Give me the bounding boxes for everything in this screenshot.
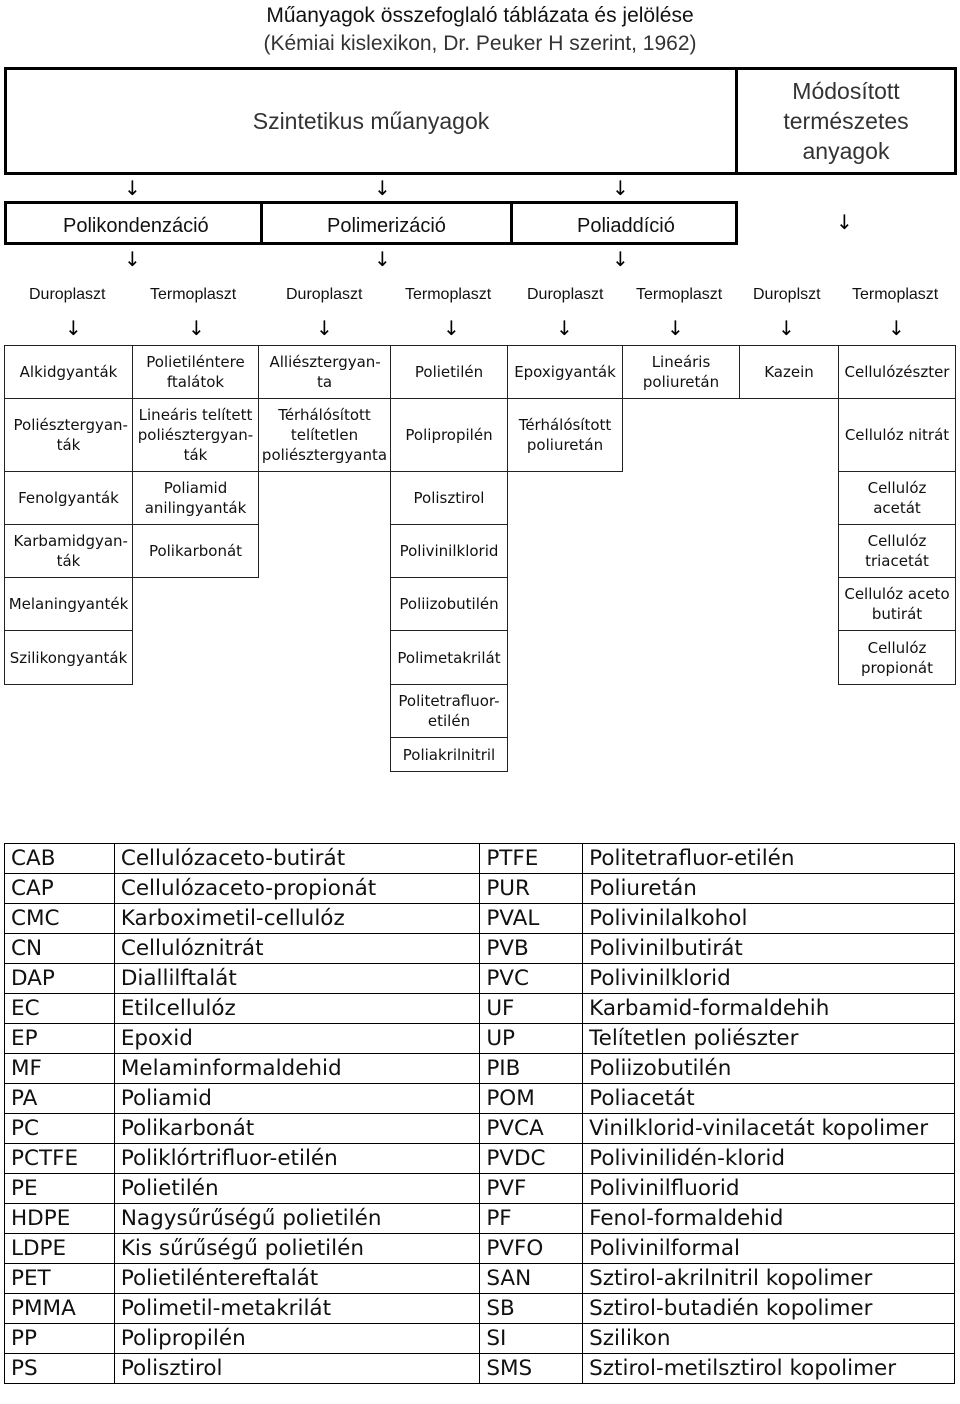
abbreviation-code: SB [480, 1294, 583, 1324]
abbreviation-code: PCTFE [5, 1144, 115, 1174]
material-cell [739, 345, 839, 399]
abbreviation-meaning: Polietiléntereftalát [114, 1264, 480, 1294]
material-name: Cellulózészter [844, 363, 950, 381]
material-name: Melaningyanték [8, 595, 129, 613]
abbreviation-code: PVAL [480, 904, 583, 934]
arrow-down-icon: ↓ [556, 316, 573, 340]
abbreviation-code: PP [5, 1324, 115, 1354]
process-polymerization: Polimerizáció [327, 215, 446, 237]
abbreviation-code: PA [5, 1084, 115, 1114]
arrow-down-icon: ↓ [374, 247, 391, 271]
table-row [5, 1024, 955, 1054]
table-row [5, 1354, 955, 1384]
abbreviation-code: PUR [480, 874, 583, 904]
material-cell [132, 398, 259, 472]
arrow-down-icon: ↓ [612, 247, 629, 271]
material-name: Poliésztergyan-ták [13, 416, 128, 454]
table-row [5, 1294, 955, 1324]
material-cell [507, 398, 623, 472]
table-row [5, 1054, 955, 1084]
abbreviation-code: PF [480, 1204, 583, 1234]
abbreviation-meaning: Sztirol-butadién kopolimer [583, 1294, 955, 1324]
abbreviation-code: UF [480, 994, 583, 1024]
material-name: Térhálósított telítetlen poliésztergyanta [261, 406, 388, 464]
material-name: Lineáris telített poliésztergyan-ták [137, 406, 254, 464]
abbreviation-meaning: Epoxid [114, 1024, 480, 1054]
abbreviation-meaning: Polivinilformal [583, 1234, 955, 1264]
abbreviation-meaning: Cellulózaceto-butirát [114, 844, 480, 874]
abbreviation-meaning: Cellulóznitrát [114, 934, 480, 964]
type-label: Duroplaszt [29, 286, 106, 303]
abbreviation-code: PVF [480, 1174, 583, 1204]
material-name: Poliakrilnitril [402, 745, 496, 764]
type-label: Termoplaszt [150, 286, 237, 303]
material-cell [390, 345, 508, 399]
page-title: Műanyagok összefoglaló táblázata és jelölése [266, 4, 694, 27]
abbreviation-code: EP [5, 1024, 115, 1054]
material-cell [4, 577, 133, 631]
material-cell [258, 398, 391, 472]
abbreviation-code: PMMA [5, 1294, 115, 1324]
material-cell [390, 684, 508, 738]
abbreviation-code: CAP [5, 874, 115, 904]
table-row [5, 904, 955, 934]
abbreviation-meaning: Poliklórtrifluor-etilén [114, 1144, 480, 1174]
arrow-down-icon: ↓ [836, 210, 853, 234]
material-name: Szilikongyanták [9, 648, 128, 667]
abbreviation-code: PIB [480, 1054, 583, 1084]
material-cell [4, 471, 133, 525]
arrow-down-icon: ↓ [374, 176, 391, 200]
abbreviation-code: SAN [480, 1264, 583, 1294]
synthetic-plastics-box [4, 67, 738, 175]
material-cell [390, 524, 508, 578]
material-name: Cellulóz propionát [861, 638, 933, 677]
arrow-down-icon: ↓ [443, 316, 460, 340]
abbreviation-code: PVC [480, 964, 583, 994]
abbreviation-code: SI [480, 1324, 583, 1354]
page-subtitle: (Kémiai kislexikon, Dr. Peuker H szerint, 1962) [263, 32, 697, 55]
abbreviation-code: PE [5, 1174, 115, 1204]
material-name: Poliamid anilingyanták [144, 479, 247, 517]
abbreviation-meaning: Vinilklorid-vinilacetát kopolimer [583, 1114, 955, 1144]
abbreviation-meaning: Polivinilbutirát [583, 934, 955, 964]
material-name: Karbamidgyan-ták [13, 532, 128, 570]
type-label: Termoplaszt [636, 286, 723, 303]
material-name: Poliizobutilén [399, 595, 499, 613]
abbreviation-meaning: Poliacetát [583, 1084, 955, 1114]
abbreviation-meaning: Polivinilalkohol [583, 904, 955, 934]
material-name: Cellulóz aceto butirát [844, 585, 950, 623]
abbreviations-table-body [5, 844, 955, 1384]
abbreviation-code: PC [5, 1114, 115, 1144]
abbreviation-meaning: Fenol-formaldehid [583, 1204, 955, 1234]
abbreviation-meaning: Telítetlen poliészter [583, 1024, 955, 1054]
abbreviation-code: POM [480, 1084, 583, 1114]
material-cell [390, 737, 508, 772]
abbreviation-meaning: Kis sűrűségű polietilén [114, 1234, 480, 1264]
material-name: Térhálósított poliuretán [518, 416, 612, 454]
abbreviation-code: DAP [5, 964, 115, 994]
material-name: Alkidgyanták [19, 363, 118, 381]
modified-natural-box [735, 67, 957, 175]
abbreviation-code: CMC [5, 904, 115, 934]
material-cell [4, 398, 133, 472]
material-name: Polimetakrilát [397, 648, 501, 667]
abbreviation-meaning: Polivinilidén-klorid [583, 1144, 955, 1174]
material-cell [390, 471, 508, 525]
material-name: Polietilén [414, 363, 484, 381]
material-name: Politetrafluor-etilén [398, 692, 500, 730]
abbreviation-meaning: Poliizobutilén [583, 1054, 955, 1084]
abbreviation-code: HDPE [5, 1204, 115, 1234]
abbreviation-meaning: Etilcellulóz [114, 994, 480, 1024]
material-cell [132, 345, 259, 399]
process-polyaddition: Poliaddíció [577, 215, 675, 237]
material-cell [838, 524, 956, 578]
abbreviation-code: PVCA [480, 1114, 583, 1144]
material-cell [4, 630, 133, 685]
type-label: Duroplaszt [286, 286, 363, 303]
material-cell [838, 398, 956, 472]
abbreviation-meaning: Sztirol-akrilnitril kopolimer [583, 1264, 955, 1294]
material-cell [132, 471, 259, 525]
abbreviation-code: PVDC [480, 1144, 583, 1174]
material-cell [838, 345, 956, 399]
abbreviation-meaning: Szilikon [583, 1324, 955, 1354]
table-row [5, 1084, 955, 1114]
abbreviations-table [4, 843, 955, 1384]
abbreviation-code: SMS [480, 1354, 583, 1384]
material-name: Polivinilklorid [399, 542, 499, 560]
material-cell [258, 345, 391, 399]
type-label: Duroplaszt [527, 286, 604, 303]
process-polycondensation: Polikondenzáció [63, 215, 209, 237]
arrow-down-icon: ↓ [888, 316, 905, 340]
abbreviation-code: PTFE [480, 844, 583, 874]
abbreviation-meaning: Cellulózaceto-propionát [114, 874, 480, 904]
material-name: Cellulóz nitrát [844, 426, 950, 444]
arrow-down-icon: ↓ [124, 247, 141, 271]
abbreviation-meaning: Nagysűrűségű polietilén [114, 1204, 480, 1234]
arrow-down-icon: ↓ [316, 316, 333, 340]
material-cell [838, 577, 956, 631]
material-cell [132, 524, 259, 578]
abbreviation-meaning: Polivinilfluorid [583, 1174, 955, 1204]
process-box [4, 201, 738, 245]
arrow-down-icon: ↓ [778, 316, 795, 340]
material-name: Lineáris poliuretán [642, 353, 720, 391]
arrow-down-icon: ↓ [667, 316, 684, 340]
material-cell [4, 345, 133, 399]
abbreviation-meaning: Melaminformaldehid [114, 1054, 480, 1084]
table-row [5, 1174, 955, 1204]
table-row [5, 1204, 955, 1234]
arrow-down-icon: ↓ [124, 176, 141, 200]
divider [260, 204, 263, 242]
abbreviation-code: CN [5, 934, 115, 964]
abbreviation-meaning: Karbamid-formaldehih [583, 994, 955, 1024]
material-name: Polikarbonát [148, 542, 243, 560]
table-row [5, 1144, 955, 1174]
material-cell [4, 524, 133, 578]
type-label: Termoplaszt [852, 286, 939, 303]
material-name: Polipropilén [405, 426, 493, 444]
material-cell [390, 577, 508, 631]
abbreviation-meaning: Polivinilklorid [583, 964, 955, 994]
abbreviation-meaning: Polisztirol [114, 1354, 480, 1384]
material-cell [622, 345, 740, 399]
abbreviation-meaning: Poliuretán [583, 874, 955, 904]
table-row [5, 1114, 955, 1144]
abbreviation-meaning: Polietilén [114, 1174, 480, 1204]
type-label: Duroplszt [753, 286, 821, 303]
modified-natural-label: Módosított természetes anyagok [783, 78, 909, 164]
abbreviation-meaning: Poliamid [114, 1084, 480, 1114]
table-row [5, 1234, 955, 1264]
abbreviation-meaning: Polikarbonát [114, 1114, 480, 1144]
table-row [5, 1324, 955, 1354]
material-name: Fenolgyanták [18, 489, 119, 507]
table-row [5, 844, 955, 874]
material-name: Kazein [764, 363, 814, 381]
abbreviation-meaning: Polimetil-metakrilát [114, 1294, 480, 1324]
type-label: Termoplaszt [405, 286, 492, 303]
abbreviation-meaning: Politetrafluor-etilén [583, 844, 955, 874]
material-name: Polietiléntereftalátok [146, 353, 245, 391]
abbreviation-code: PET [5, 1264, 115, 1294]
material-name: Polisztirol [413, 489, 485, 507]
abbreviation-code: PVB [480, 934, 583, 964]
abbreviation-meaning: Karboximetil-cellulóz [114, 904, 480, 934]
abbreviation-code: UP [480, 1024, 583, 1054]
abbreviation-code: EC [5, 994, 115, 1024]
abbreviation-meaning: Sztirol-metilsztirol kopolimer [583, 1354, 955, 1384]
table-row [5, 934, 955, 964]
material-cell [507, 345, 623, 399]
material-cell [838, 630, 956, 685]
material-name: Cellulóz triacetát [865, 532, 929, 570]
arrow-down-icon: ↓ [612, 176, 629, 200]
material-name: Cellulóz acetát [867, 479, 927, 517]
arrow-down-icon: ↓ [188, 316, 205, 340]
table-row [5, 964, 955, 994]
arrow-down-icon: ↓ [65, 316, 82, 340]
material-name: Epoxigyanták [514, 363, 616, 381]
table-row [5, 1264, 955, 1294]
abbreviation-code: CAB [5, 844, 115, 874]
material-name: Alliésztergyan-ta [269, 353, 381, 391]
divider [510, 204, 513, 242]
material-cell [838, 471, 956, 525]
abbreviation-code: LDPE [5, 1234, 115, 1264]
synthetic-plastics-label: Szintetikus műanyagok [252, 108, 490, 134]
material-cell [390, 398, 508, 472]
table-row [5, 874, 955, 904]
abbreviation-code: PVFO [480, 1234, 583, 1264]
abbreviation-meaning: Diallilftalát [114, 964, 480, 994]
abbreviation-meaning: Polipropilén [114, 1324, 480, 1354]
abbreviation-code: MF [5, 1054, 115, 1084]
table-row [5, 994, 955, 1024]
abbreviation-code: PS [5, 1354, 115, 1384]
material-cell [390, 630, 508, 685]
